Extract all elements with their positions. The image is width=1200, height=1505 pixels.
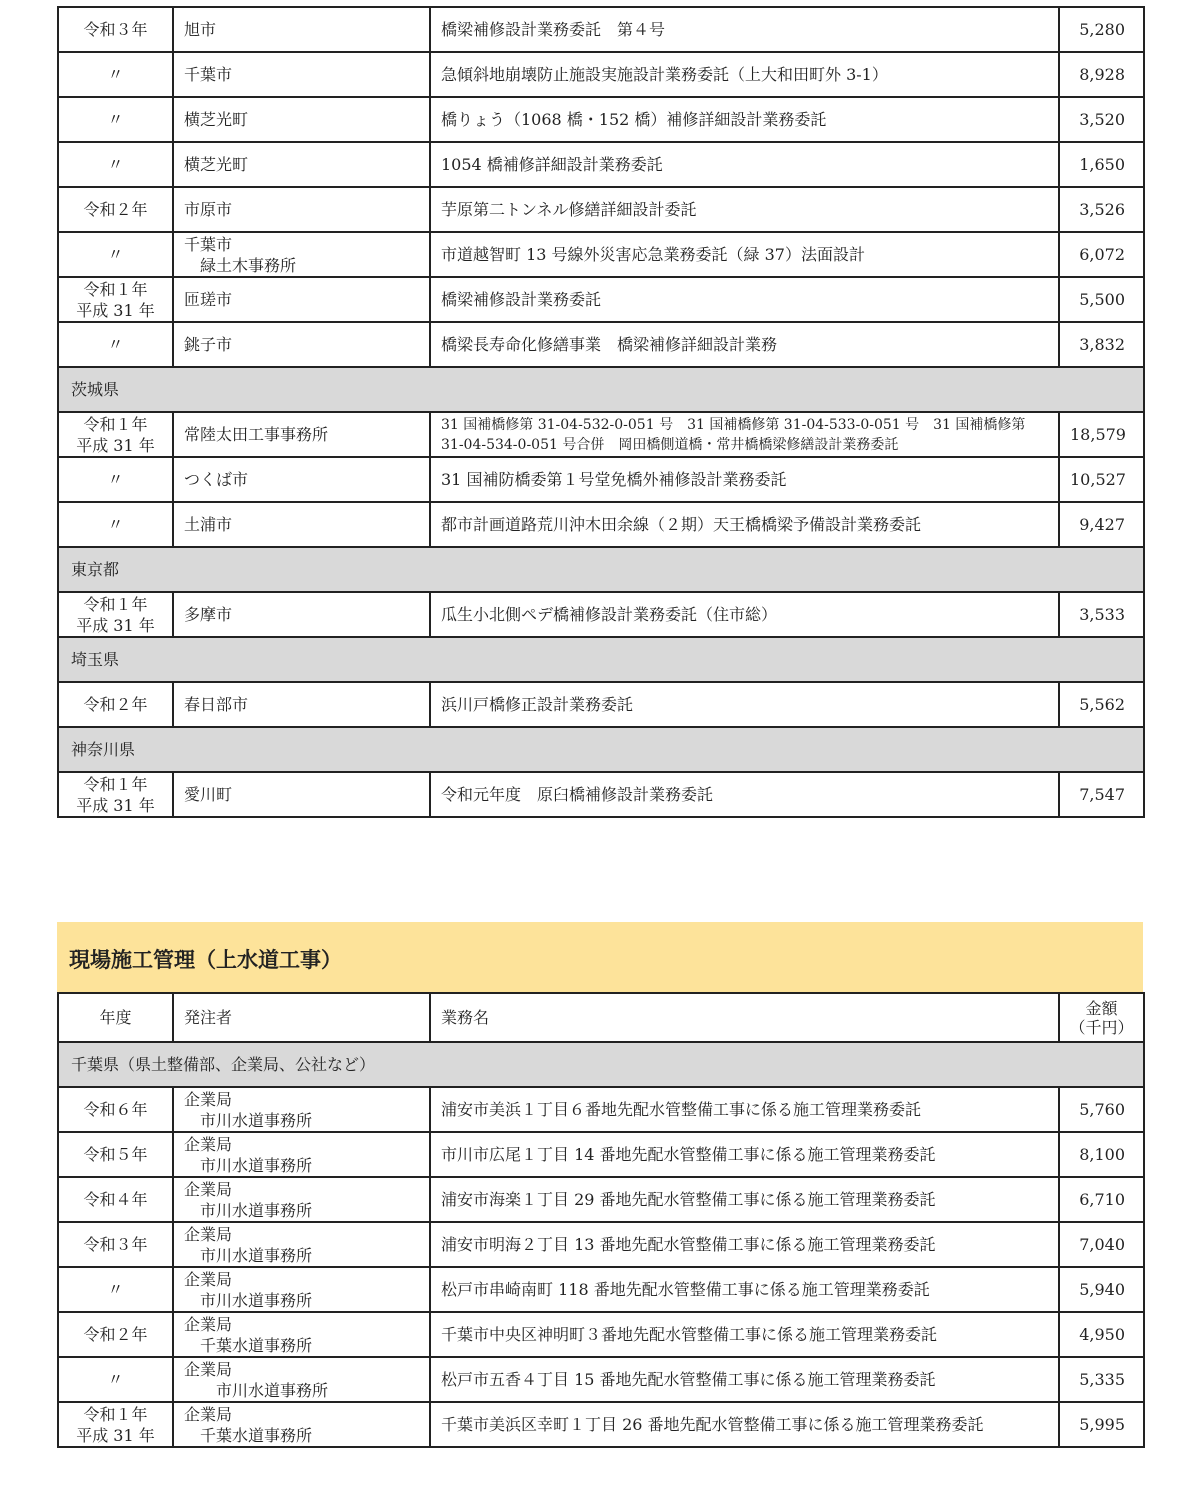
table-row [58, 232, 1144, 277]
cell-job: 橋梁補修設計業務委託 第４号 [430, 7, 1059, 52]
cell-amount: 5,280 [1059, 7, 1144, 52]
cell-amount: 8,928 [1059, 52, 1144, 97]
table-row [58, 1357, 1144, 1402]
cell-orderer: 横芝光町 [173, 142, 430, 187]
table-row [58, 1402, 1144, 1447]
cell-year: 〃 [58, 97, 173, 142]
region-row [58, 1042, 1144, 1087]
table-row [58, 1132, 1144, 1177]
section-header-water-supply [57, 922, 1143, 992]
cell-year: 令和６年 [58, 1087, 173, 1132]
cell-year: 〃 [58, 1267, 173, 1312]
cell-amount: 3,832 [1059, 322, 1144, 367]
cell-orderer: 企業局 市川水道事務所 [173, 1222, 430, 1267]
cell-amount: 6,710 [1059, 1177, 1144, 1222]
table-header-row [58, 993, 1144, 1042]
table-row [58, 97, 1144, 142]
cell-orderer: 企業局 市川水道事務所 [173, 1177, 430, 1222]
cell-amount: 8,100 [1059, 1132, 1144, 1177]
cell-orderer: 千葉市 緑土木事務所 [173, 232, 430, 277]
cell-job: 松戸市串崎南町 118 番地先配水管整備工事に係る施工管理業務委託 [430, 1267, 1059, 1312]
cell-job: 31 国補橋修第 31-04-532-0-051 号 31 国補橋修第 31-04-533-0-051 号 31 国補橋修第 31-04-534-0-051 号合併 岡田橋側道橋・常井橋橋梁修繕設計業務委託 [430, 412, 1059, 457]
cell-orderer: 企業局 千葉水道事務所 [173, 1312, 430, 1357]
cell-amount: 5,335 [1059, 1357, 1144, 1402]
table-row [58, 772, 1144, 817]
cell-orderer: 千葉市 [173, 52, 430, 97]
cell-amount: 5,562 [1059, 682, 1144, 727]
cell-amount: 10,527 [1059, 457, 1144, 502]
cell-amount: 5,760 [1059, 1087, 1144, 1132]
cell-job: 瓜生小北側ペデ橋補修設計業務委託（住市総） [430, 592, 1059, 637]
cell-job: 千葉市中央区神明町３番地先配水管整備工事に係る施工管理業務委託 [430, 1312, 1059, 1357]
header-amount: 金額 （千円） [1059, 993, 1144, 1042]
cell-year: 令和３年 [58, 7, 173, 52]
cell-job: 31 国補防橋委第１号堂免橋外補修設計業務委託 [430, 457, 1059, 502]
cell-year: 令和２年 [58, 187, 173, 232]
table-row [58, 682, 1144, 727]
cell-job: 橋梁長寿命化修繕事業 橋梁補修詳細設計業務 [430, 322, 1059, 367]
table-row [58, 412, 1144, 457]
cell-job: 芋原第二トンネル修繕詳細設計委託 [430, 187, 1059, 232]
cell-job: 橋りょう（1068 橋・152 橋）補修詳細設計業務委託 [430, 97, 1059, 142]
cell-amount: 4,950 [1059, 1312, 1144, 1357]
cell-amount: 5,995 [1059, 1402, 1144, 1447]
cell-year: 令和１年 平成 31 年 [58, 412, 173, 457]
water-supply-table [57, 992, 1145, 1448]
cell-orderer: 常陸太田工事事務所 [173, 412, 430, 457]
cell-orderer: 企業局 千葉水道事務所 [173, 1402, 430, 1447]
table-row [58, 592, 1144, 637]
section-title: 現場施工管理（上水道工事） [69, 947, 342, 972]
cell-amount: 6,072 [1059, 232, 1144, 277]
cell-job: 浦安市美浜１丁目６番地先配水管整備工事に係る施工管理業務委託 [430, 1087, 1059, 1132]
table-row [58, 1177, 1144, 1222]
table-row [58, 7, 1144, 52]
region-label: 神奈川県 [58, 727, 1144, 772]
cell-job: 急傾斜地崩壊防止施設実施設計業務委託（上大和田町外 3-1） [430, 52, 1059, 97]
cell-year: 〃 [58, 232, 173, 277]
cell-amount: 3,520 [1059, 97, 1144, 142]
cell-job: 市川市広尾１丁目 14 番地先配水管整備工事に係る施工管理業務委託 [430, 1132, 1059, 1177]
cell-orderer: 土浦市 [173, 502, 430, 547]
cell-orderer: 多摩市 [173, 592, 430, 637]
table-row [58, 277, 1144, 322]
cell-orderer: 企業局 市川水道事務所 [173, 1132, 430, 1177]
cell-job: 浦安市海楽１丁目 29 番地先配水管整備工事に係る施工管理業務委託 [430, 1177, 1059, 1222]
cell-job: 橋梁補修設計業務委託 [430, 277, 1059, 322]
cell-year: 令和１年 平成 31 年 [58, 1402, 173, 1447]
cell-year: 〃 [58, 322, 173, 367]
cell-year: 令和１年 平成 31 年 [58, 592, 173, 637]
cell-amount: 7,547 [1059, 772, 1144, 817]
cell-job: 松戸市五香４丁目 15 番地先配水管整備工事に係る施工管理業務委託 [430, 1357, 1059, 1402]
cell-orderer: 企業局 市川水道事務所 [173, 1357, 430, 1402]
region-row [58, 727, 1144, 772]
cell-job: 市道越智町 13 号線外災害応急業務委託（緑 37）法面設計 [430, 232, 1059, 277]
cell-orderer: 銚子市 [173, 322, 430, 367]
cell-orderer: 市原市 [173, 187, 430, 232]
table-row [58, 1312, 1144, 1357]
table-row [58, 142, 1144, 187]
cell-year: 令和４年 [58, 1177, 173, 1222]
region-row [58, 637, 1144, 682]
header-orderer: 発注者 [173, 993, 430, 1042]
cell-orderer: 企業局 市川水道事務所 [173, 1267, 430, 1312]
table-row [58, 1087, 1144, 1132]
region-label: 千葉県（県土整備部、企業局、公社など） [58, 1042, 1144, 1087]
header-year: 年度 [58, 993, 173, 1042]
cell-year: 令和５年 [58, 1132, 173, 1177]
table-row [58, 1222, 1144, 1267]
cell-orderer: 愛川町 [173, 772, 430, 817]
cell-amount: 18,579 [1059, 412, 1144, 457]
header-job: 業務名 [430, 993, 1059, 1042]
cell-job: 令和元年度 原臼橋補修設計業務委託 [430, 772, 1059, 817]
cell-amount: 7,040 [1059, 1222, 1144, 1267]
region-row [58, 367, 1144, 412]
region-row [58, 547, 1144, 592]
cell-year: 令和１年 平成 31 年 [58, 277, 173, 322]
table-row [58, 457, 1144, 502]
cell-year: 〃 [58, 142, 173, 187]
table-row [58, 187, 1144, 232]
cell-year: 令和２年 [58, 1312, 173, 1357]
cell-orderer: つくば市 [173, 457, 430, 502]
cell-orderer: 春日部市 [173, 682, 430, 727]
cell-orderer: 企業局 市川水道事務所 [173, 1087, 430, 1132]
cell-job: 浦安市明海２丁目 13 番地先配水管整備工事に係る施工管理業務委託 [430, 1222, 1059, 1267]
table-row [58, 52, 1144, 97]
cell-amount: 3,533 [1059, 592, 1144, 637]
cell-job: 都市計画道路荒川沖木田余線（２期）天王橋橋梁予備設計業務委託 [430, 502, 1059, 547]
cell-job: 千葉市美浜区幸町１丁目 26 番地先配水管整備工事に係る施工管理業務委託 [430, 1402, 1059, 1447]
cell-amount: 5,500 [1059, 277, 1144, 322]
cell-year: 〃 [58, 1357, 173, 1402]
cell-year: 〃 [58, 502, 173, 547]
region-label: 茨城県 [58, 367, 1144, 412]
cell-year: 〃 [58, 52, 173, 97]
table-row [58, 502, 1144, 547]
region-label: 埼玉県 [58, 637, 1144, 682]
cell-orderer: 匝瑳市 [173, 277, 430, 322]
cell-orderer: 横芝光町 [173, 97, 430, 142]
cell-year: 令和３年 [58, 1222, 173, 1267]
cell-year: 令和１年 平成 31 年 [58, 772, 173, 817]
table-row [58, 1267, 1144, 1312]
cell-amount: 5,940 [1059, 1267, 1144, 1312]
region-label: 東京都 [58, 547, 1144, 592]
cell-job: 1054 橋補修詳細設計業務委託 [430, 142, 1059, 187]
cell-amount: 9,427 [1059, 502, 1144, 547]
cell-year: 〃 [58, 457, 173, 502]
cell-year: 令和２年 [58, 682, 173, 727]
cell-orderer: 旭市 [173, 7, 430, 52]
cell-amount: 3,526 [1059, 187, 1144, 232]
cell-job: 浜川戸橋修正設計業務委託 [430, 682, 1059, 727]
bridge-design-table [57, 6, 1145, 818]
table-row [58, 322, 1144, 367]
cell-amount: 1,650 [1059, 142, 1144, 187]
